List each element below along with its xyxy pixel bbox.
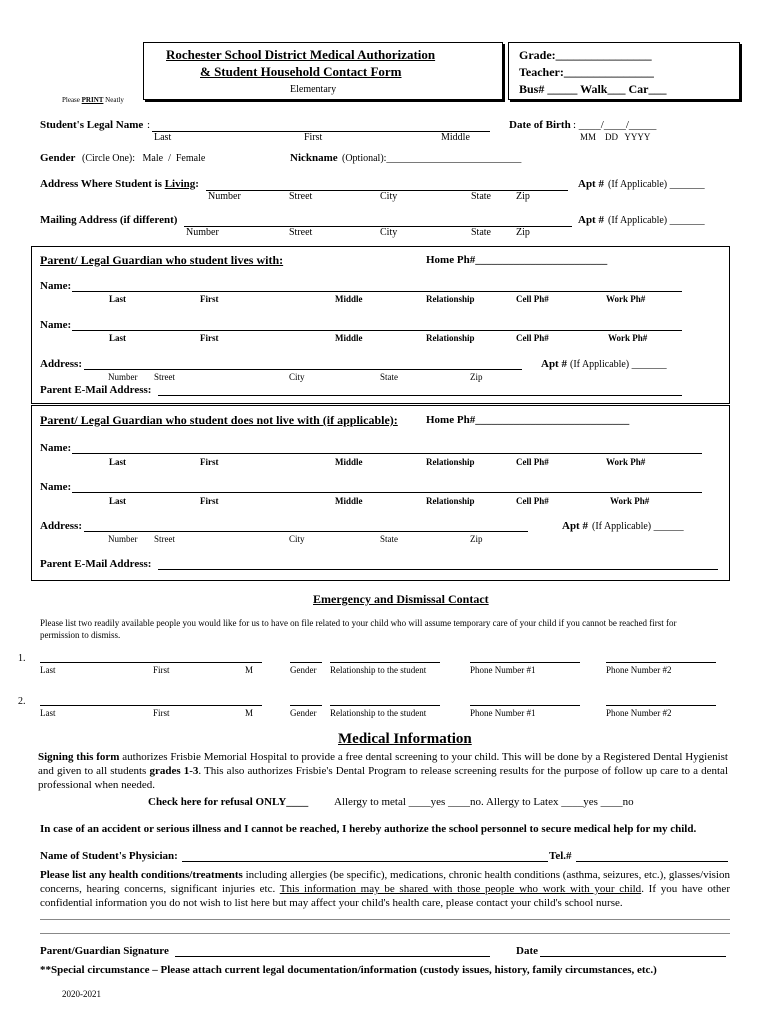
conditions-paragraph: Please list any health conditions/treatments including allergies (be specific), medications, chronic health conditions (asthma, seizures, etc.), glasses/vision concerns, hearing concerns, significant injuries etc. This information may be shared with those people who work with your child. If you have other confidential information you do not wish to list here but may affect your child's health care, please contact your child's school nurse. xyxy=(40,869,730,909)
conditions-input-line-1[interactable] xyxy=(40,919,730,920)
sub-zip: Zip xyxy=(516,227,530,238)
signing-paragraph: Signing this form authorizes Frisbie Memorial Hospital to provide a free dental screening to your child. This will be done by a Registered Dental Hygienist and given to all students grades 1-3. This also authorizes Frisbie's Dental Program to release screening results for the purpose of follow up care to a dental professional when needed. xyxy=(38,751,728,791)
tel-label: Tel.# xyxy=(549,850,572,862)
sub-last: Last xyxy=(109,496,127,506)
physician-label: Name of Student's Physician: xyxy=(40,850,178,862)
sub-zip: Zip xyxy=(470,534,483,544)
signature-label: Parent/Guardian Signature xyxy=(40,945,169,957)
sub-relationship: Relationship xyxy=(426,294,475,304)
sub-middle: Middle xyxy=(335,457,363,467)
sub-phone1: Phone Number #1 xyxy=(470,665,536,675)
sub-m: M xyxy=(245,665,254,675)
sub-cell: Cell Ph# xyxy=(516,457,549,467)
sub-first: First xyxy=(153,665,170,675)
sub-gender: Gender xyxy=(290,708,317,718)
sub-phone2: Phone Number #2 xyxy=(606,665,672,675)
sub-last: Last xyxy=(40,708,56,718)
sub-first: First xyxy=(200,496,219,506)
sub-phone1: Phone Number #1 xyxy=(470,708,536,718)
email-input[interactable] xyxy=(158,569,718,570)
date-input[interactable] xyxy=(540,956,726,957)
date-label: Date xyxy=(516,945,538,957)
name-label: Name: xyxy=(40,442,72,454)
sub-relationship: Relationship to the student xyxy=(330,708,427,718)
name-label: Name: xyxy=(40,481,72,493)
name-input-2[interactable] xyxy=(72,330,682,331)
email-label: Parent E-Mail Address: xyxy=(40,558,152,570)
form-year: 2020-2021 xyxy=(62,989,101,999)
special-circumstance-note: **Special circumstance – Please attach current legal documentation/information (custody issues, history, family circumstances, etc.) xyxy=(40,964,657,976)
apt-label: Apt # xyxy=(541,358,567,370)
sub-state: State xyxy=(471,227,491,238)
sub-work: Work Ph# xyxy=(606,457,646,467)
sub-middle: Middle xyxy=(335,294,363,304)
print-note: Please PRINT Neatly xyxy=(62,96,124,104)
sub-relationship: Relationship to the student xyxy=(330,665,427,675)
sub-middle: Middle xyxy=(335,333,363,343)
apt-input[interactable]: (If Applicable) ______ xyxy=(592,521,684,532)
sub-last: Last xyxy=(109,333,127,343)
sub-city: City xyxy=(380,227,398,238)
emergency1-phone1-input[interactable] xyxy=(470,662,580,663)
allergy-field[interactable]: Allergy to metal ____yes ____no. Allergy to Latex ____yes ____no xyxy=(334,796,634,808)
medical-title: Medical Information xyxy=(338,731,472,747)
name-input-1[interactable] xyxy=(72,453,702,454)
sub-last: Last xyxy=(154,132,172,143)
emergency-intro: Please list two readily available people you would like for us to have on file related to your child who will assume temporary care of your child if you cannot be reached first for permission to dismiss. xyxy=(40,618,677,640)
emergency1-phone2-input[interactable] xyxy=(606,662,716,663)
sub-work: Work Ph# xyxy=(610,496,650,506)
address-label: Address: xyxy=(40,358,82,370)
form-title-line1: Rochester School District Medical Authorization xyxy=(166,47,436,62)
sub-last: Last xyxy=(109,294,127,304)
guardian-live-title: Parent/ Legal Guardian who student lives with: xyxy=(40,253,284,267)
address-label: Address: xyxy=(40,520,82,532)
sub-first: First xyxy=(153,708,170,718)
sub-number: Number xyxy=(208,191,241,202)
apt-label: Apt # xyxy=(562,520,588,532)
sub-street: Street xyxy=(289,227,313,238)
sub-state: State xyxy=(471,191,491,202)
sub-state: State xyxy=(380,534,398,544)
gender-label: Gender xyxy=(40,152,76,164)
sub-relationship: Relationship xyxy=(426,457,475,467)
sub-street: Street xyxy=(289,191,313,202)
guardian-not-live-box xyxy=(31,405,730,581)
sub-cell: Cell Ph# xyxy=(516,333,549,343)
sub-city: City xyxy=(289,534,305,544)
email-input[interactable] xyxy=(158,395,682,396)
sub-work: Work Ph# xyxy=(608,333,648,343)
guardian-live-box xyxy=(31,246,730,404)
dob-sub: MM DD YYYY xyxy=(580,132,651,142)
mailing-label: Mailing Address (if different) xyxy=(40,214,178,226)
sub-street: Street xyxy=(154,534,175,544)
nickname-input[interactable]: (Optional):___________________________ xyxy=(342,153,522,164)
address-living-label: Address Where Student is Living: xyxy=(40,178,199,190)
name-input-2[interactable] xyxy=(72,492,702,493)
form-title-line2: & Student Household Contact Form xyxy=(200,64,402,79)
sub-middle: Middle xyxy=(441,132,470,143)
emergency-title: Emergency and Dismissal Contact xyxy=(313,592,489,606)
sub-street: Street xyxy=(154,372,175,382)
mailing-input[interactable] xyxy=(184,226,572,227)
emergency2-phone1-input[interactable] xyxy=(470,705,580,706)
sub-first: First xyxy=(304,132,323,143)
address-input[interactable] xyxy=(84,369,522,370)
row-number: 1. xyxy=(18,653,26,664)
name-label: Name: xyxy=(40,280,72,292)
signature-input[interactable] xyxy=(175,956,490,957)
name-label: Name: xyxy=(40,319,72,331)
sub-work: Work Ph# xyxy=(606,294,646,304)
sub-cell: Cell Ph# xyxy=(516,294,549,304)
conditions-input-line-2[interactable] xyxy=(40,933,730,934)
name-input-1[interactable] xyxy=(72,291,682,292)
refusal-checkbox[interactable]: Check here for refusal ONLY____ xyxy=(148,796,309,808)
title-box xyxy=(143,42,503,100)
sub-city: City xyxy=(289,372,305,382)
sub-last: Last xyxy=(40,665,56,675)
sub-first: First xyxy=(200,457,219,467)
guardian-not-live-title: Parent/ Legal Guardian who student does not live with (if applicable): xyxy=(40,413,398,427)
home-phone-field[interactable]: Home Ph#____________________________ xyxy=(426,414,630,426)
dob-label: Date of Birth xyxy=(509,119,571,131)
sub-phone2: Phone Number #2 xyxy=(606,708,672,718)
sub-m: M xyxy=(245,708,254,718)
dob-input[interactable]: : ____/____/_____ xyxy=(573,119,657,131)
sub-cell: Cell Ph# xyxy=(516,496,549,506)
sub-number: Number xyxy=(108,372,138,382)
sub-first: First xyxy=(200,294,219,304)
apt-input[interactable]: (If Applicable) _______ xyxy=(608,179,705,190)
gender-options[interactable]: (Circle One): Male / Female xyxy=(82,153,206,164)
physician-input[interactable] xyxy=(182,861,548,862)
emergency2-gender-input[interactable] xyxy=(290,705,322,706)
emergency1-name-input[interactable] xyxy=(40,662,262,663)
sub-number: Number xyxy=(186,227,219,238)
address-input[interactable] xyxy=(84,531,528,532)
form-subtitle: Elementary xyxy=(290,84,337,95)
mailing-apt-label: Apt # xyxy=(578,214,604,226)
accident-statement: In case of an accident or serious illness and I cannot be reached, I hereby authorize the school personnel to secure medical help for my child. xyxy=(40,823,697,835)
apt-input[interactable]: (If Applicable) _______ xyxy=(570,359,667,370)
home-phone-field[interactable]: Home Ph#________________________ xyxy=(426,254,608,266)
sub-zip: Zip xyxy=(470,372,483,382)
sub-zip: Zip xyxy=(516,191,530,202)
emergency1-gender-input[interactable] xyxy=(290,662,322,663)
nickname-label: Nickname xyxy=(290,152,338,164)
sub-relationship: Relationship xyxy=(426,496,475,506)
sub-last: Last xyxy=(109,457,127,467)
emergency2-relationship-input[interactable] xyxy=(330,705,440,706)
emergency1-relationship-input[interactable] xyxy=(330,662,440,663)
row-number: 2. xyxy=(18,696,26,707)
apt-label: Apt # xyxy=(578,178,604,190)
sub-gender: Gender xyxy=(290,665,317,675)
mailing-apt-input[interactable]: (If Applicable) _______ xyxy=(608,215,705,226)
legal-name-label: Student's Legal Name xyxy=(40,119,144,131)
sub-city: City xyxy=(380,191,398,202)
sub-middle: Middle xyxy=(335,496,363,506)
email-label: Parent E-Mail Address: xyxy=(40,384,152,396)
emergency2-name-input[interactable] xyxy=(40,705,262,706)
tel-input[interactable] xyxy=(576,861,728,862)
transport-field[interactable]: Bus# _____ Walk___ Car___ xyxy=(519,82,667,96)
sub-relationship: Relationship xyxy=(426,333,475,343)
sub-number: Number xyxy=(108,534,138,544)
grade-field[interactable]: Grade:________________ xyxy=(519,48,652,62)
sub-first: First xyxy=(200,333,219,343)
grade-box xyxy=(508,42,740,100)
teacher-field[interactable]: Teacher:_______________ xyxy=(519,65,654,79)
sub-state: State xyxy=(380,372,398,382)
emergency2-phone2-input[interactable] xyxy=(606,705,716,706)
